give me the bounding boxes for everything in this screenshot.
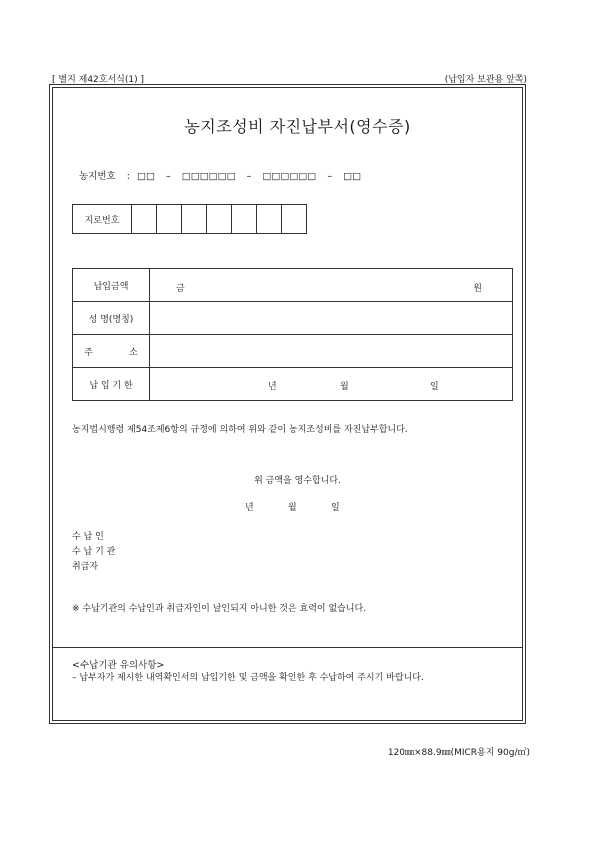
declaration-text: 농지법시행령 제54조제6항의 규정에 의하여 위와 같이 농지조성비를 자진납부합니다. xyxy=(72,425,408,435)
form-frame-inner xyxy=(52,87,523,721)
giro-digit-cell[interactable] xyxy=(282,205,306,233)
deadline-day: 일 xyxy=(430,382,439,392)
validity-note: ※ 수납기관의 수납인과 취급자인이 날인되지 아니한 것은 효력이 없습니다. xyxy=(72,604,367,614)
table-row xyxy=(73,302,513,335)
signatory-block xyxy=(72,530,115,575)
farm-number-seg1[interactable]: □□ xyxy=(136,171,155,182)
notice-body: – 납부자가 제시한 내역확인서의 납입기한 및 금액을 확인한 후 수납하여 주시기 바랍니다. xyxy=(72,673,424,683)
farm-number-dash-1: – xyxy=(165,171,171,182)
receipt-statement: 위 금액을 영수합니다. xyxy=(254,476,341,486)
page-title: 농지조성비 자진납부서(영수증) xyxy=(184,117,411,136)
address-label xyxy=(73,335,150,368)
table-row xyxy=(73,269,513,302)
giro-digit-cell[interactable] xyxy=(232,205,257,233)
farm-number-colon: : xyxy=(126,171,130,182)
notice-title: <수납기관 유의사항> xyxy=(72,660,165,671)
table-row xyxy=(73,335,513,368)
farm-number-label: 농지번호 xyxy=(79,171,116,182)
farm-number-line xyxy=(79,168,361,182)
receipt-month: 월 xyxy=(288,503,297,513)
giro-digit-cell[interactable] xyxy=(257,205,282,233)
name-label: 성 명(명칭) xyxy=(73,302,150,335)
giro-number-box xyxy=(72,204,307,234)
farm-number-dash-3: – xyxy=(327,171,333,182)
address-label-1: 주 xyxy=(84,347,93,358)
deadline-month: 월 xyxy=(340,382,349,392)
name-field[interactable] xyxy=(150,302,513,335)
copy-type: (납입자 보관용 앞쪽) xyxy=(444,75,527,85)
farm-number-seg3[interactable]: □□□□□□ xyxy=(262,171,317,182)
farm-number-seg4[interactable]: □□ xyxy=(343,171,362,182)
form-number: [ 별지 제42호서식(1) ] xyxy=(52,75,144,85)
amount-suffix: 원 xyxy=(473,284,482,294)
address-label-2: 소 xyxy=(129,347,138,358)
divider xyxy=(52,647,523,648)
amount-field[interactable] xyxy=(150,269,513,302)
receiver-label: 수 납 인 xyxy=(72,532,104,542)
address-field[interactable] xyxy=(150,335,513,368)
deadline-field[interactable] xyxy=(150,368,513,401)
receipt-day: 일 xyxy=(331,503,340,513)
giro-number-label: 지로번호 xyxy=(73,205,132,233)
deadline-year: 년 xyxy=(268,382,277,392)
handler-label: 취급자 xyxy=(72,562,99,572)
table-row xyxy=(73,368,513,401)
giro-digit-cell[interactable] xyxy=(132,205,157,233)
paper-spec: 120㎜×88.9㎜(MICR용지 90g/㎡) xyxy=(387,748,530,758)
giro-digit-cell[interactable] xyxy=(157,205,182,233)
receiving-agency-label: 수 납 기 관 xyxy=(72,547,116,557)
amount-label: 납입금액 xyxy=(73,269,150,302)
farm-number-seg2[interactable]: □□□□□□ xyxy=(181,171,236,182)
receipt-year: 년 xyxy=(245,503,254,513)
farm-number-dash-2: – xyxy=(246,171,252,182)
payment-table xyxy=(72,268,513,401)
giro-digit-cell[interactable] xyxy=(182,205,207,233)
deadline-label: 납 입 기 한 xyxy=(73,368,150,401)
amount-prefix: 금 xyxy=(176,284,185,294)
giro-digit-cell[interactable] xyxy=(207,205,232,233)
